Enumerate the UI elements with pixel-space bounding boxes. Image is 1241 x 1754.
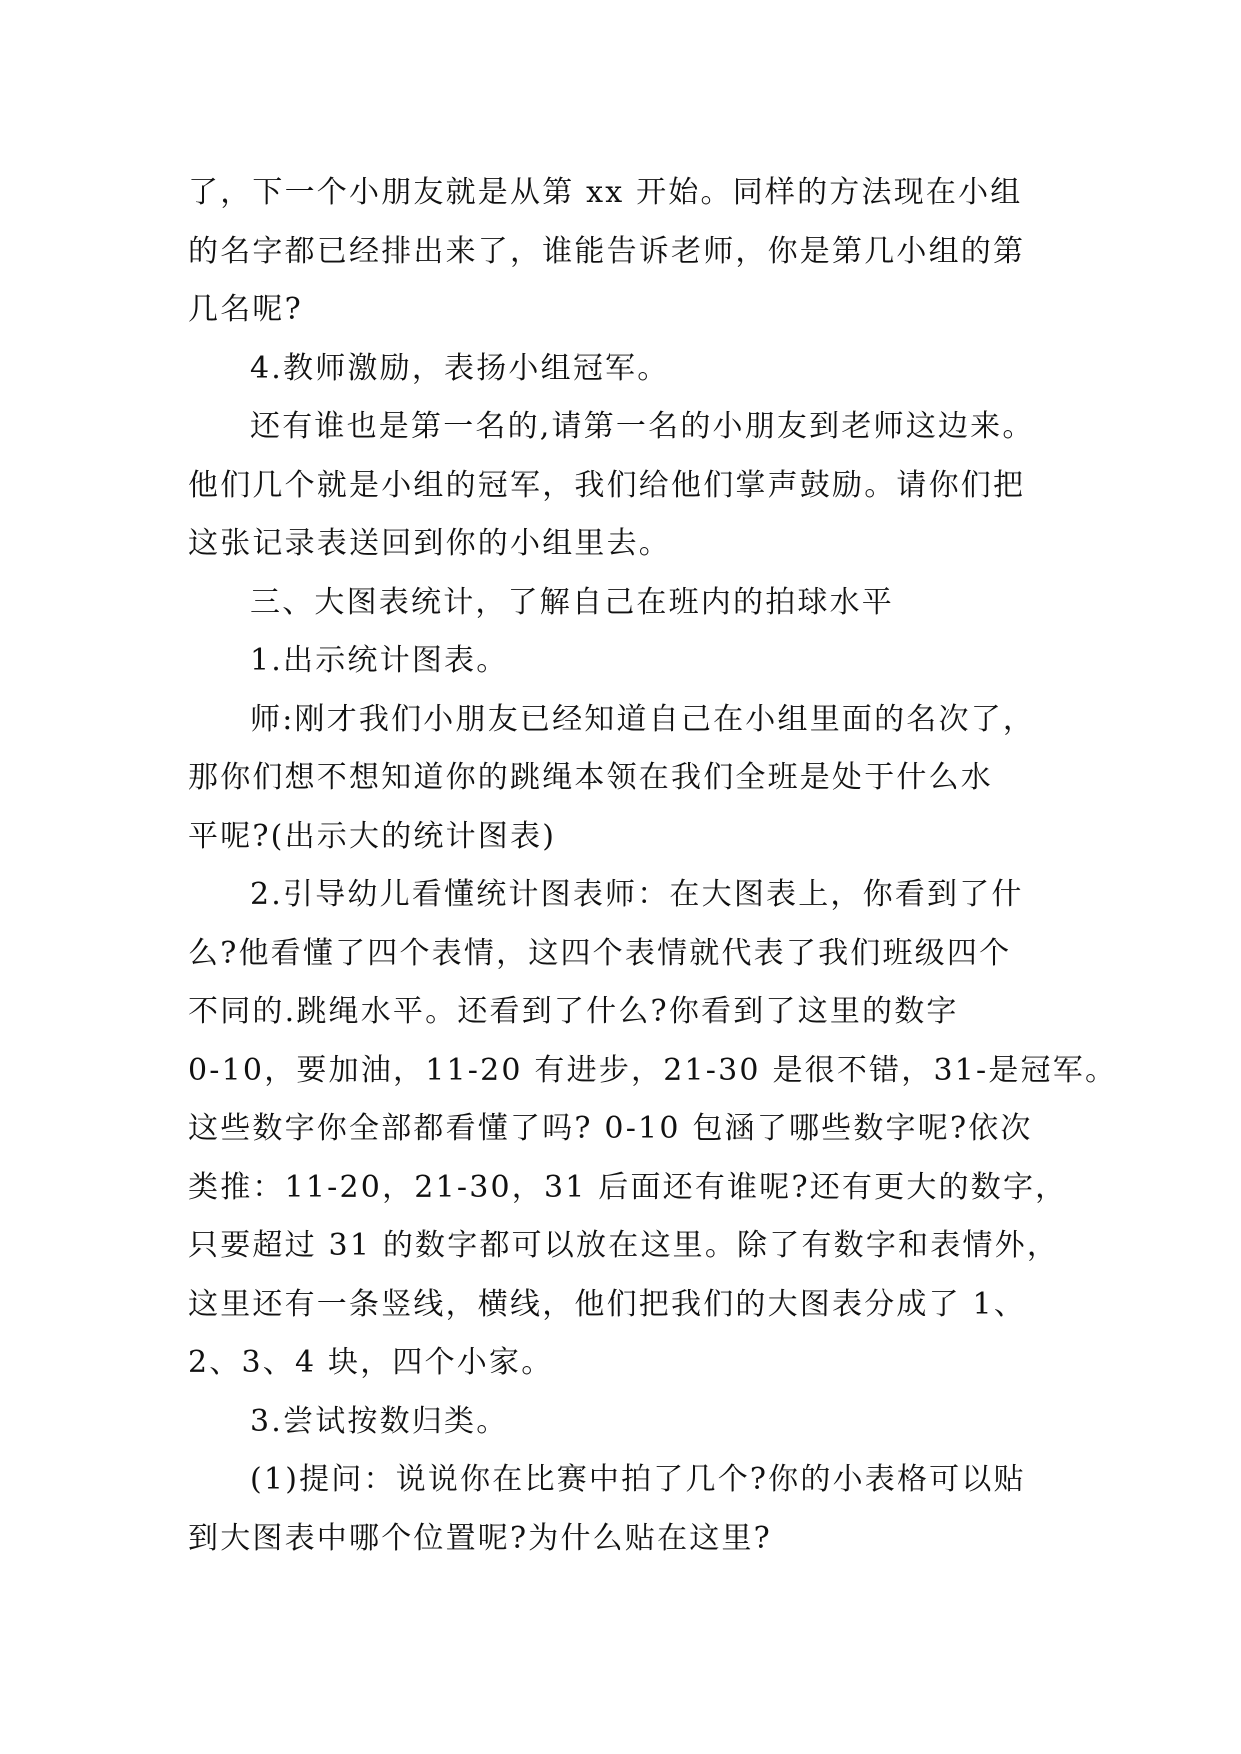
document-body (188, 164, 1118, 1568)
text-line: 师:刚才我们小朋友已经知道自己在小组里面的名次了， (250, 701, 1036, 737)
text-line: 4.教师激励，表扬小组冠军。 (250, 350, 670, 386)
text-line: 这里还有一条竖线，横线，他们把我们的大图表分成了 1、 (188, 1286, 1027, 1322)
text-line: 0-10，要加油，11-20 有进步，21-30 是很不错，31-是冠军。 (188, 1052, 1118, 1088)
text-line: 的名字都已经排出来了，谁能告诉老师，你是第几小组的第 (188, 233, 1026, 269)
text-line: 不同的.跳绳水平。还看到了什么?你看到了这里的数字 (188, 994, 959, 1029)
text-line: 类推：11-20，21-30，31 后面还有谁呢?还有更大的数字， (188, 1169, 1068, 1205)
text-line: 还有谁也是第一名的,请第一名的小朋友到老师这边来。 (250, 409, 1035, 444)
text-line: 这张记录表送回到你的小组里去。 (188, 526, 671, 561)
text-line: 这些数字你全部都看懂了吗? 0-10 包涵了哪些数字呢?依次 (188, 1111, 1033, 1146)
text-line: 1.出示统计图表。 (250, 643, 509, 678)
text-line: 么?他看懂了四个表情，这四个表情就代表了我们班级四个 (188, 935, 1012, 971)
text-line: 他们几个就是小组的冠军，我们给他们掌声鼓励。请你们把 (188, 467, 1026, 503)
text-line: 3.尝试按数归类。 (250, 1403, 509, 1439)
text-line: 到大图表中哪个位置呢?为什么贴在这里? (188, 1520, 772, 1556)
text-line: 平呢?(出示大的统计图表) (188, 818, 557, 854)
text-line: 几名呢? (188, 292, 303, 327)
text-line: 那你们想不想知道你的跳绳本领在我们全班是处于什么水 (188, 760, 993, 795)
text-line: 只要超过 31 的数字都可以放在这里。除了有数字和表情外， (188, 1228, 1060, 1263)
text-line: 了，下一个小朋友就是从第 xx 开始。同样的方法现在小组 (188, 175, 1023, 210)
text-line: 三、大图表统计，了解自己在班内的拍球水平 (250, 584, 894, 620)
text-line: 2.引导幼儿看懂统计图表师：在大图表上，你看到了什 (250, 877, 1024, 912)
text-line: 2、3、4 块，四个小家。 (188, 1345, 554, 1380)
text-line: (1)提问：说说你在比赛中拍了几个?你的小表格可以贴 (250, 1462, 1026, 1497)
